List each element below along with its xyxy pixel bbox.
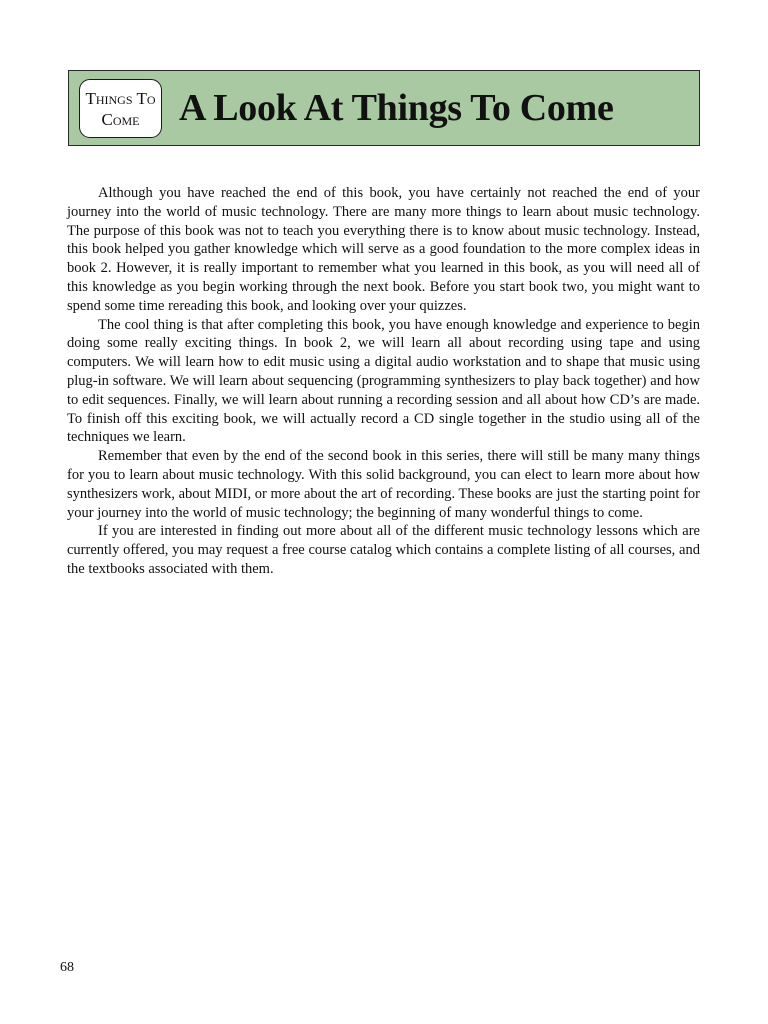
body-text — [67, 184, 700, 579]
paragraph: The cool thing is that after completing this book, you have enough knowledge and experience to begin doing some really exciting things. In book 2, we will learn all about recording using tape and using computers. We will learn how to edit music using a digital audio workstation and to shape that music using plug-in software. We will learn about sequencing (programming synthesizers to play back together) and how to edit sequences. Finally, we will learn about running a recording session and all about how CD’s are made. To finish off this exciting book, we will actually record a CD single together in the studio using all of the techniques we learn. — [67, 316, 700, 446]
paragraph: Although you have reached the end of this book, you have certainly not reached the end of your journey into the world of music technology. There are many more things to learn about music technology. The purpose of this book was not to teach you everything there is to know about music technology. Instead, this book helped you gather knowledge which will serve as a good foundation to the more complex ideas in book 2. However, it is really important to remember what you learned in this book, as you will need all of this knowledge as you begin working through the next book. Before you start book two, you might want to spend some time rereading this book, and looking over your quizzes. — [67, 185, 700, 314]
section-badge-line2: Come — [101, 109, 140, 129]
paragraph: Remember that even by the end of the second book in this series, there will still be many many things for you to learn about music technology. With this solid background, you can elect to learn more about how synthesizers work, about MIDI, or more about the art of recording. These books are just the starting point for your journey into the world of music technology; the beginning of many wonderful things to come. — [67, 448, 700, 521]
page-title: A Look At Things To Come — [179, 87, 614, 129]
section-badge-line1: Things To — [85, 88, 156, 108]
paragraph: If you are interested in finding out more about all of the different music technology lessons which are currently offered, you may request a free course catalog which contains a complete listing of all courses, and the textbooks associated with them. — [67, 523, 700, 577]
chapter-header — [68, 70, 700, 146]
section-badge — [79, 79, 162, 138]
page-number: 68 — [60, 960, 74, 975]
